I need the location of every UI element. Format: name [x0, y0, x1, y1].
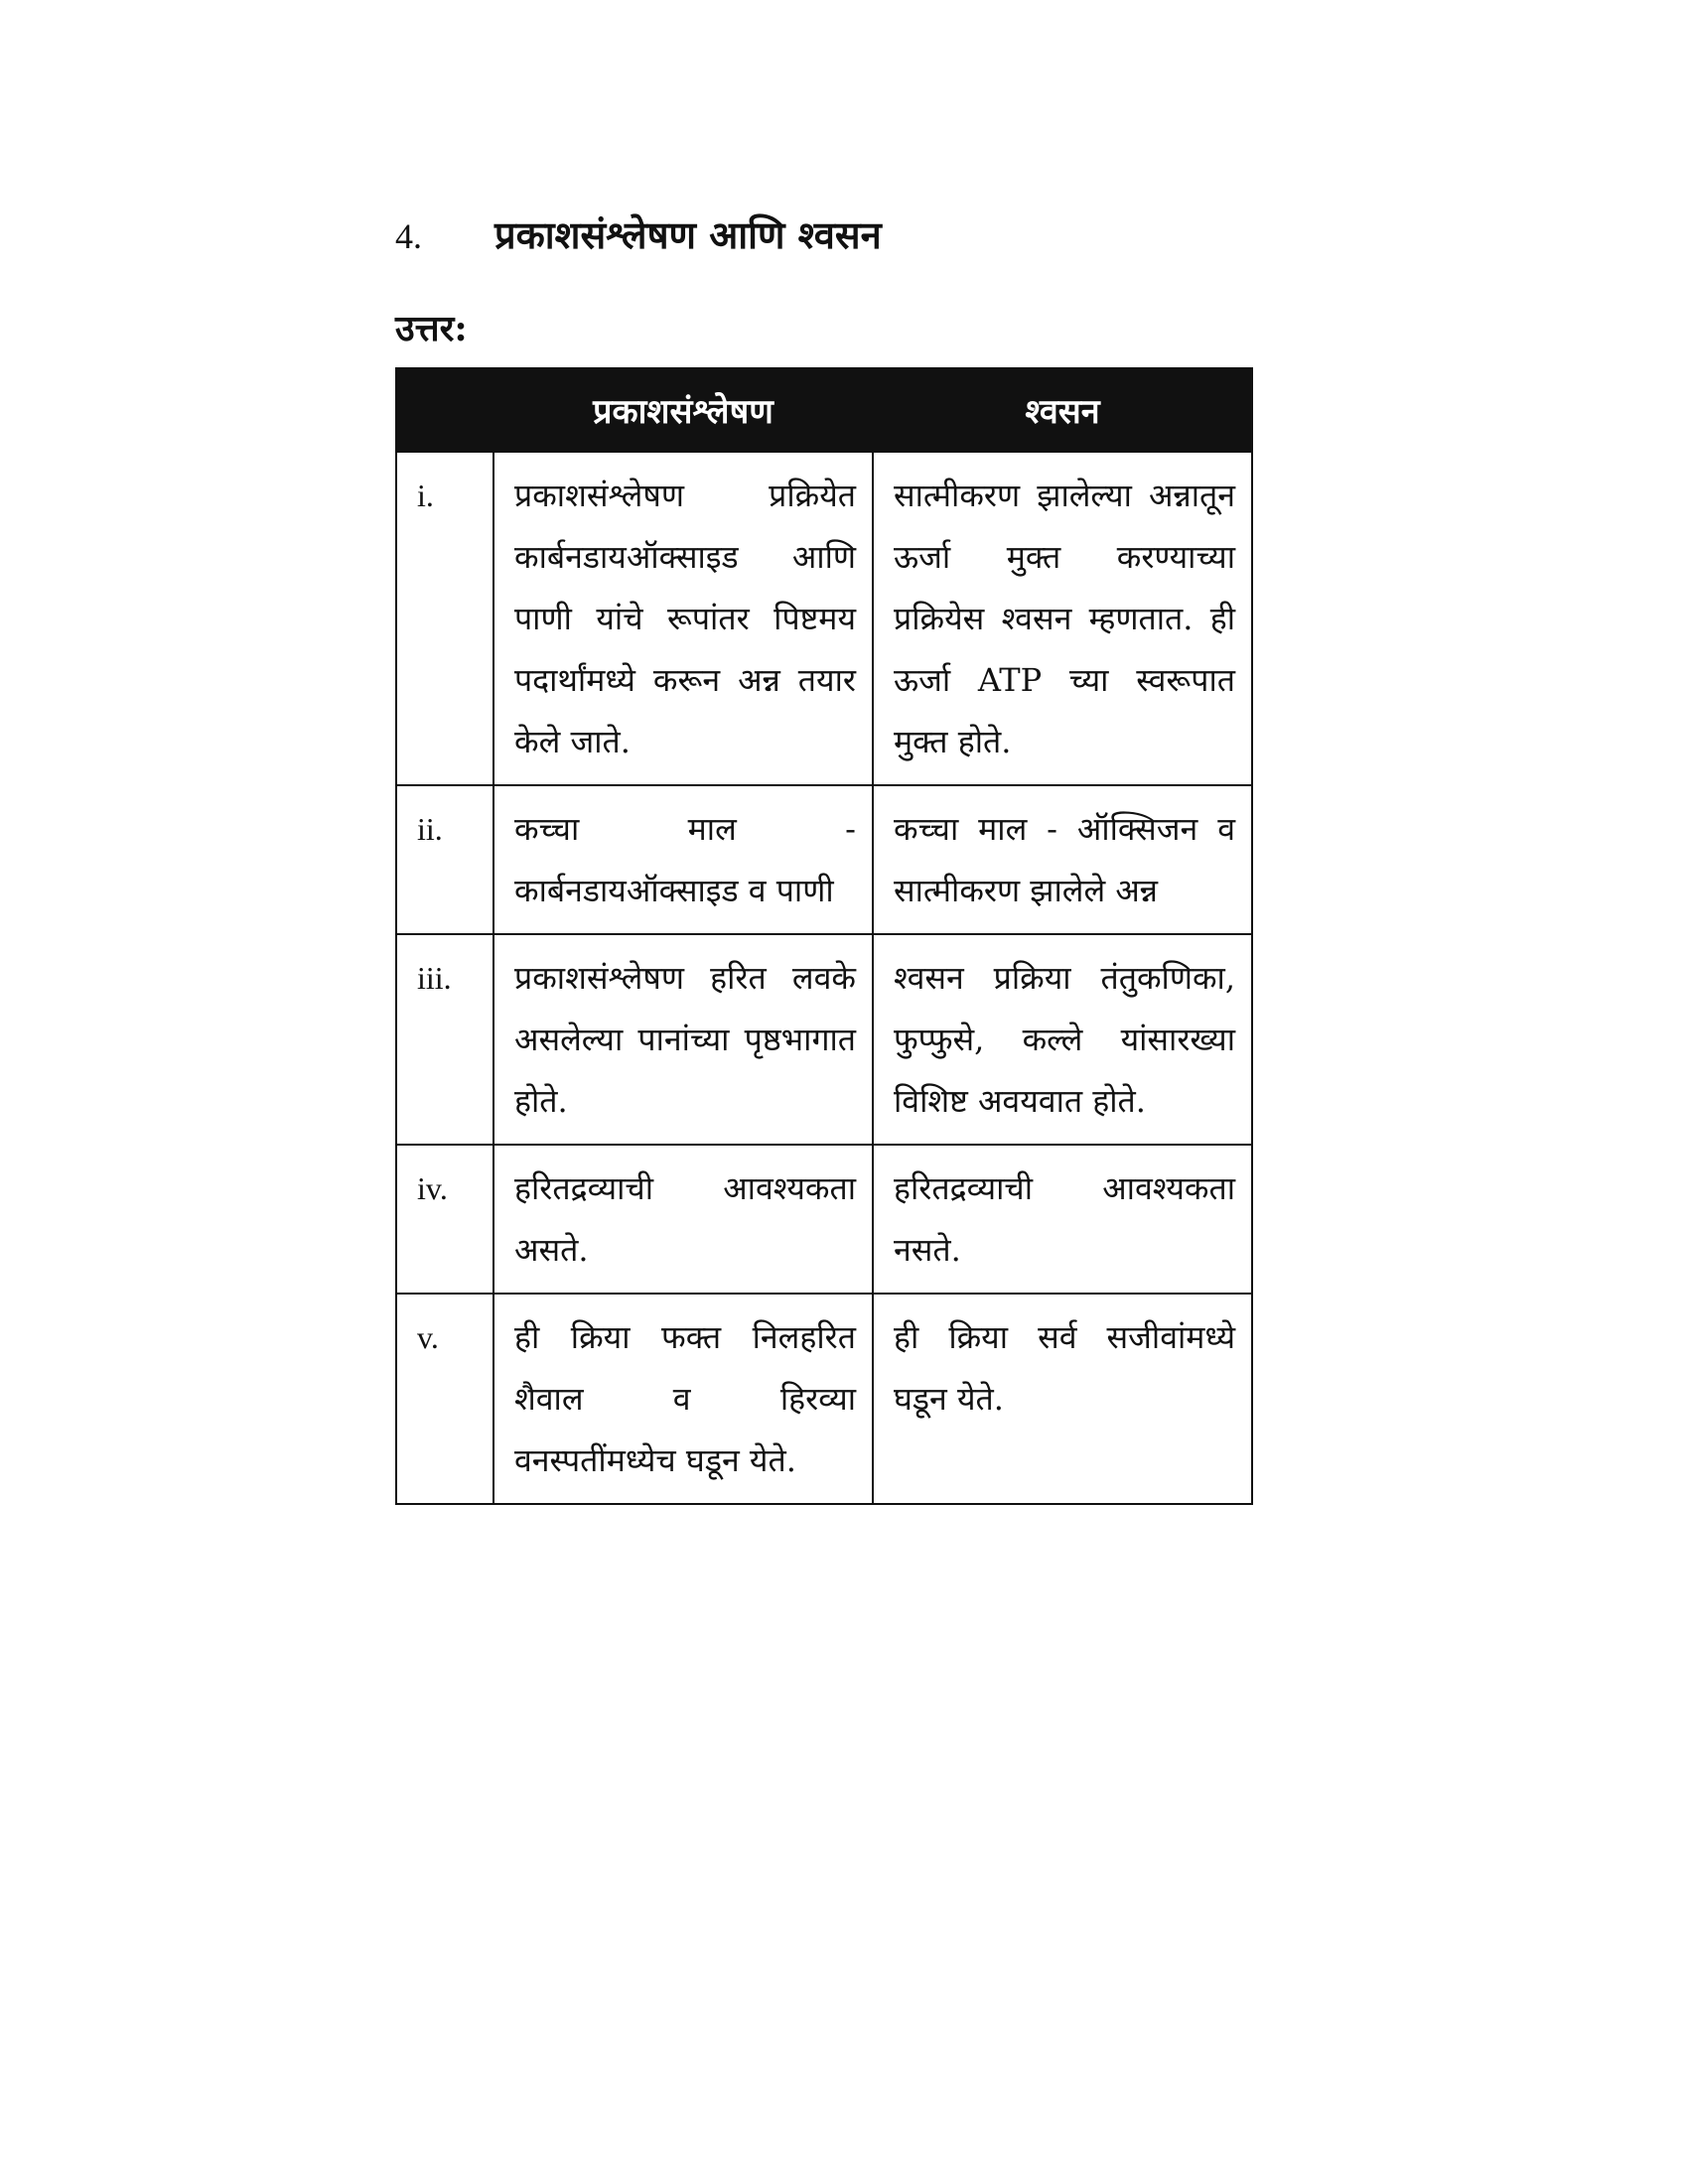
table-row — [396, 934, 1252, 1145]
photosynthesis-cell: प्रकाशसंश्लेषण प्रक्रियेत कार्बनडायऑक्साइड आणि पाणी यांचे रूपांतर पिष्टमय पदार्थांमध्ये करून अन्न तयार केले जाते. — [493, 452, 873, 785]
row-number: iii. — [396, 934, 493, 1145]
table-row — [396, 1145, 1252, 1294]
comparison-table — [395, 367, 1253, 1505]
photosynthesis-cell: प्रकाशसंश्लेषण हरित लवके असलेल्या पानांच्या पृष्ठभागात होते. — [493, 934, 873, 1145]
photosynthesis-cell: हरितद्रव्याची आवश्यकता असते. — [493, 1145, 873, 1294]
table-row — [396, 1294, 1252, 1504]
header-number-column — [396, 368, 493, 452]
table-row — [396, 452, 1252, 785]
row-number: iv. — [396, 1145, 493, 1294]
table-header-row — [396, 368, 1252, 452]
respiration-cell: ही क्रिया सर्व सजीवांमध्ये घडून येते. — [873, 1294, 1252, 1504]
photosynthesis-cell: कच्चा माल - कार्बनडायऑक्साइड व पाणी — [493, 785, 873, 934]
respiration-cell: श्वसन प्रक्रिया तंतुकणिका, फुप्फुसे, कल्ले यांसारख्या विशिष्ट अवयवात होते. — [873, 934, 1252, 1145]
row-number: v. — [396, 1294, 493, 1504]
photosynthesis-cell: ही क्रिया फक्त निलहरित शैवाल व हिरव्या वनस्पतींमध्येच घडून येते. — [493, 1294, 873, 1504]
respiration-cell: हरितद्रव्याची आवश्यकता नसते. — [873, 1145, 1252, 1294]
row-number: i. — [396, 452, 493, 785]
question-number: 4. — [395, 216, 422, 256]
respiration-cell: कच्चा माल - ऑक्सिजन व सात्मीकरण झालेले अन्न — [873, 785, 1252, 934]
header-respiration: श्वसन — [873, 368, 1252, 452]
question-title: प्रकाशसंश्लेषण आणि श्वसन — [494, 212, 882, 257]
row-number: ii. — [396, 785, 493, 934]
answer-label: उत्तर: — [395, 308, 468, 349]
respiration-cell: सात्मीकरण झालेल्या अन्नातून ऊर्जा मुक्त करण्याच्या प्रक्रियेस श्वसन म्हणतात. ही ऊर्जा ATP च्या स्वरूपात मुक्त होते. — [873, 452, 1252, 785]
header-photosynthesis: प्रकाशसंश्लेषण — [493, 368, 873, 452]
question-heading — [395, 208, 882, 260]
table-row — [396, 785, 1252, 934]
